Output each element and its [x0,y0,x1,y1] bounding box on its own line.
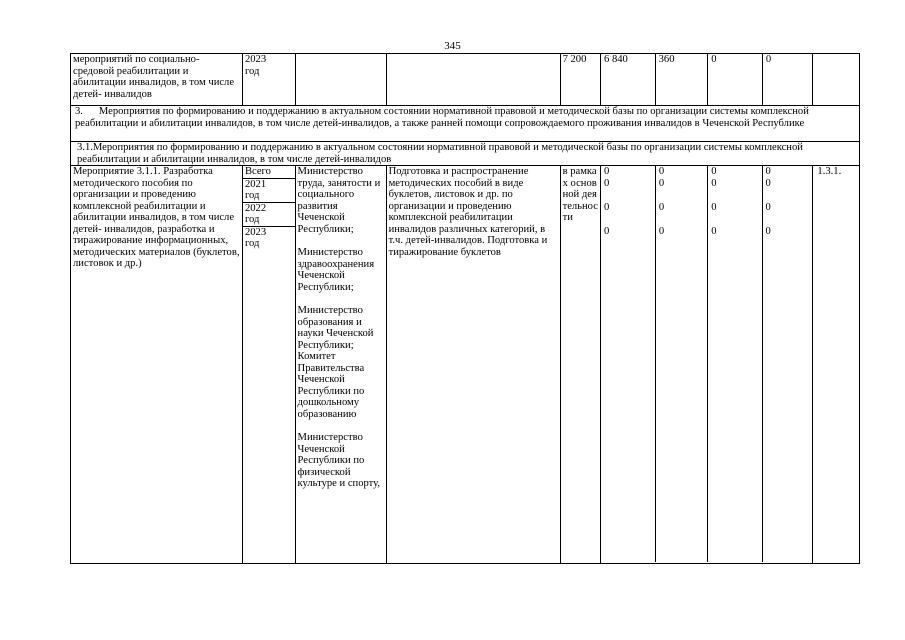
section-heading: 3. Мероприятия по формированию и поддержанию в актуальном состоянии нормативной правовой и методической базы по организации системы комплексной реабилитации и абилитации инвалидов, в том числе детей-инвалидов, а также ранней помощи сопровождаемого проживания инвалидов в Чеченской Республике [71,106,860,142]
table-row [71,106,860,142]
value-cell: 6 840 [601,54,656,106]
value-cell: 0 [765,166,771,177]
subsection-heading: 3.1.Мероприятия по формированию и поддержанию в актуальном состоянии нормативной правовой и методической базы по организации системы комплексной реабилитации и абилитации инвалидов, в том числе детей-инвалидов [71,142,860,166]
period-cell: 2023 год [242,54,295,106]
value-cell: 0 [765,178,771,189]
value-cell: 0 [708,54,763,106]
page-number: 345 [444,40,461,52]
value-cell: 0 [708,178,762,202]
value-cell: 0 [601,202,655,226]
value-cell: 0 [708,202,762,226]
value-cell: 0 [655,202,707,226]
table-row [71,142,860,166]
link-cell [813,54,860,106]
measure-name-cell: Мероприятие 3.1.1. Разработка методического пособия по организации и проведению комплексной реабилитации и абилитации инвалидов, в том числе детей- инвалидов, разработка и тиражирование информационных, методических материалов (буклетов, листовок и др.) [71,166,243,564]
period-cell: Всего 2021 год 2022 год 2023 год [242,166,295,564]
value-cell: 0 [762,54,813,106]
table-row [71,54,860,106]
executor-cell [295,54,386,106]
value-cell: 0 [601,226,655,562]
total-cell: 7 200 [560,54,600,106]
result-cell [386,54,560,106]
result-cell: Подготовка и распространение методических пособий в виде буклетов, листовок и др. по организации и проведению комплексной реабилитации инвалидов различных категорий, в т.ч. детей-инвалидов. Подготовка и тиражирование буклетов [386,166,560,564]
measures-table [70,53,860,564]
values-block [601,166,813,564]
value-cell: 0 [708,166,762,178]
value-cell: 0 [655,226,707,562]
table-row [71,166,860,564]
value-cell: 360 [655,54,708,106]
value-cell: 0 [601,166,655,178]
period-total: Всего [243,166,295,179]
value-cell: 0 [655,166,707,178]
value-cell: 0 [708,226,762,562]
executor-cell: Министерство труда, занятости и социального развития Чеченской Республики; Министерство здравоохранения Чеченской Республики; Министерство образования и науки Чеченской Республики; Комитет Правительства Чеченской Республики по дошкольному образованию Министерство Чеченской Республики по физической культуре и спорту, [295,166,386,564]
value-cell: 0 [601,178,655,202]
link-cell: 1.3.1. [813,166,860,564]
value-cell: 0 [765,226,771,237]
measure-name-cell: мероприятий по социально-средовой реабилитации и абилитации инвалидов, в том числе детей- инвалидов [71,54,243,106]
funding-note-cell: в рамках основной деятельности [560,166,600,564]
value-cell: 0 [765,202,771,213]
value-cell: 0 [655,178,707,202]
